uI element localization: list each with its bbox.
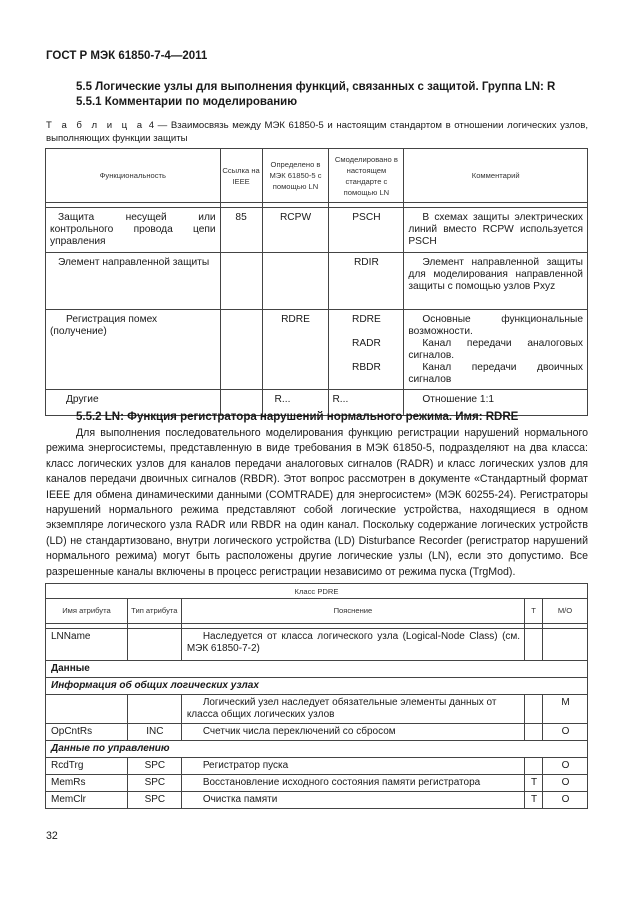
attr-mo: M (543, 695, 588, 724)
cell-ieee: 85 (220, 208, 262, 253)
attr-type: SPC (127, 775, 181, 792)
cell-modeled: PSCH (329, 208, 404, 253)
attr-name: RcdTrg (46, 758, 128, 775)
cell-comment (404, 310, 588, 390)
attr-explanation: Регистратор пуска (181, 758, 524, 775)
cell-ieee (220, 253, 262, 310)
attr-t (525, 758, 543, 775)
cell-defined (262, 253, 329, 310)
cell-modeled: R... (329, 390, 404, 416)
cell-functionality: Регистрация помех (получение) (46, 310, 221, 390)
attr-explanation: Счетчик числа переключений со сбросом (181, 724, 524, 741)
col-header-attr-name: Имя атрибута (46, 599, 128, 624)
col-header-mo: M/O (543, 599, 588, 624)
attr-t (525, 695, 543, 724)
attr-mo (543, 629, 588, 661)
cell-comment: Элемент направленной защиты для моделирования направленной защиты с помощью узлов Pxyz (404, 253, 588, 310)
caption-text: 4 — Взаимосвязь между МЭК 61850-5 и настоящим стандартом в отношении логических узлов, выполняющих функции защиты (46, 120, 588, 144)
cell-comment: Отношение 1:1 (404, 390, 588, 416)
col-header-modeled: Смоделировано в настоящем стандарте с помощью LN (329, 149, 404, 203)
group-control-data: Данные по управлению (46, 741, 588, 758)
col-header-attr-type: Тип атрибута (127, 599, 181, 624)
class-title: Класс PDRE (46, 584, 588, 599)
table-row (46, 724, 588, 741)
caption-prefix: Т а б л и ц а (46, 120, 146, 131)
attr-type: SPC (127, 792, 181, 809)
comment-analog: Канал передачи аналоговых сигналов. (408, 338, 583, 361)
cell-functionality: Защита несущей или контрольного провода цепи управления (46, 208, 221, 253)
group-data: Данные (46, 661, 588, 678)
cell-modeled: RDIR (329, 253, 404, 310)
body-paragraph: Для выполнения последовательного моделирования функцию регистрации нарушений нормального режима энергосистемы, представленную в виде требования в МЭК 61850-5, подразделяют на два класса: класс логических узлов для каналов передачи аналоговых сигналов (RADR) и класс логических узлов для каналов передачи двоичных сигналов (RBDR). Этот вопрос рассмотрен в документе «Стандартный формат IEEE для обмена динамическими данными (COMTRADE) для энергосистем» (МЭК 60255-24). Регистраторы нарушений нормального режима представляют собой логические устройства, находящиеся в одном экземпляре логического узла RADR или RBDR на один канал. Поскольку содержание логических устройств (LD) не стандартизовано, внутри логического устройства (LD) Disturbance Recorder (регистратор нарушений нормального режима) могут быть расположены другие логические узлы (LN), если это допустимо. Все разрешенные каналы включены в процесс регистрации независимо от режима пуска (TrgMod). (46, 427, 588, 578)
section-5-5-2-title: 5.5.2 LN: Функция регистратора нарушений нормального режима. Имя: RDRE (76, 411, 519, 423)
subsection-title: 5.5.1 Комментарии по моделированию (76, 96, 298, 108)
attr-mo: O (543, 775, 588, 792)
page-number: 32 (46, 830, 58, 842)
attr-type (127, 695, 181, 724)
cell-defined: R... (262, 390, 329, 416)
cell-defined: RCPW (262, 208, 329, 253)
cell-functionality: Другие (46, 390, 221, 416)
attr-t: T (525, 792, 543, 809)
attr-explanation: Логический узел наследует обязательные элементы данных от класса общих логических узлов (181, 695, 524, 724)
col-header-t: T (525, 599, 543, 624)
table-row (46, 792, 588, 809)
table-caption (46, 120, 588, 145)
attr-type: INC (127, 724, 181, 741)
attr-type: SPC (127, 758, 181, 775)
attr-explanation: Восстановление исходного состояния памяти регистратора (181, 775, 524, 792)
document-header: ГОСТ Р МЭК 61850-7-4—2011 (46, 50, 208, 62)
table-row (46, 758, 588, 775)
cell-defined: RDRE (262, 310, 329, 390)
attr-t (525, 629, 543, 661)
ln-relation-table (45, 148, 588, 416)
group-common-ln-info: Информация об общих логических узлах (46, 678, 588, 695)
cell-functionality: Элемент направленной защиты (46, 253, 221, 310)
comment-binary: Канал передачи двоичных сигналов (408, 362, 583, 385)
table-row (46, 629, 588, 661)
comment-main: Основные функциональные возможности. (408, 314, 583, 337)
model-rbdr: RBDR (351, 362, 381, 373)
cell-ieee (220, 310, 262, 390)
attr-t: T (525, 775, 543, 792)
attr-explanation: Наследуется от класса логического узла (Logical-Node Class) (см. МЭК 61850-7-2) (181, 629, 524, 661)
table-row (46, 208, 588, 253)
attr-name (46, 695, 128, 724)
col-header-defined: Определено в МЭК 61850-5 с помощью LN (262, 149, 329, 203)
col-header-ieee: Ссылка на IEEE (220, 149, 262, 203)
table-row (46, 253, 588, 310)
attr-name: OpCntRs (46, 724, 128, 741)
section-title: 5.5 Логические узлы для выполнения функций, связанных с защитой. Группа LN: R (76, 81, 556, 93)
attr-name: LNName (46, 629, 128, 661)
model-radr: RADR (351, 338, 381, 349)
cell-modeled (329, 310, 404, 390)
attr-explanation: Очистка памяти (181, 792, 524, 809)
attr-name: MemRs (46, 775, 128, 792)
attr-t (525, 724, 543, 741)
attr-mo: O (543, 724, 588, 741)
col-header-explanation: Пояснение (181, 599, 524, 624)
model-rdre: RDRE (351, 314, 381, 325)
table-row (46, 310, 588, 390)
attr-type (127, 629, 181, 661)
attr-name: MemClr (46, 792, 128, 809)
attr-mo: O (543, 792, 588, 809)
table-row (46, 695, 588, 724)
table-row (46, 775, 588, 792)
col-header-functionality: Функциональность (46, 149, 221, 203)
col-header-comment: Комментарий (404, 149, 588, 203)
cell-comment: В схемах защиты электрических линий вместо RCPW используется PSCH (404, 208, 588, 253)
attr-mo: O (543, 758, 588, 775)
pdre-class-table (45, 583, 588, 809)
